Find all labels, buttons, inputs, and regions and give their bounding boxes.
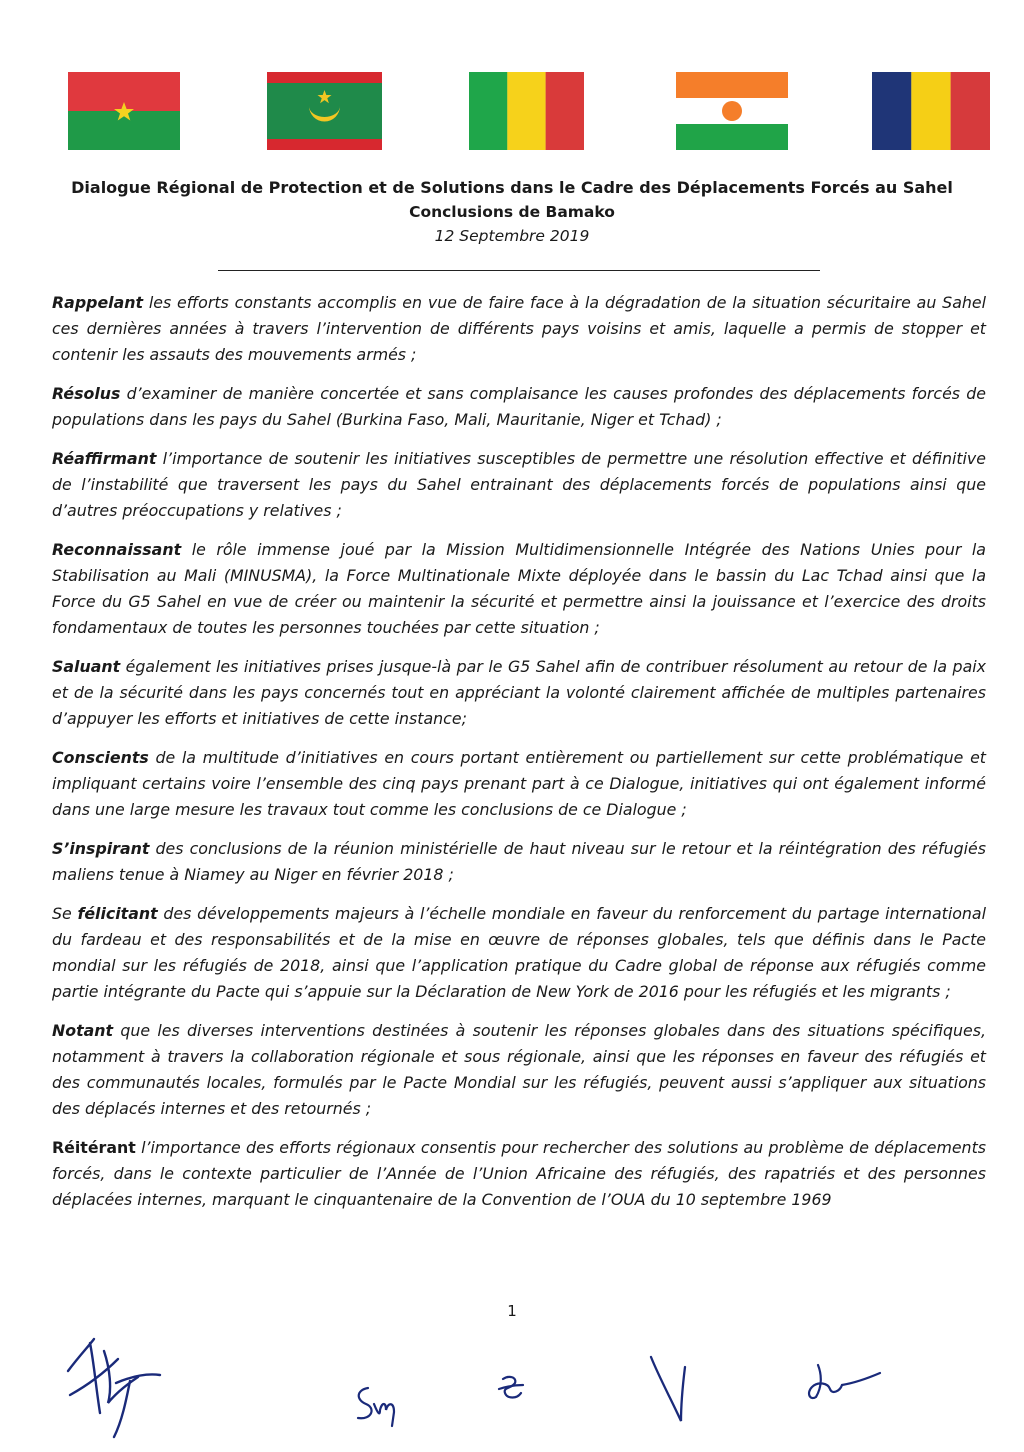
- paragraph-keyword: Notant: [52, 1021, 114, 1040]
- document-subtitle: Conclusions de Bamako: [409, 203, 615, 221]
- paragraph-text: des conclusions de la réunion ministérielle de haut niveau sur le retour et la réintégration des réfugiés maliens tenue à Niamey au Niger en février 2018 ;: [52, 839, 986, 884]
- signature-1: [60, 1333, 170, 1443]
- paragraph-reiterant: [52, 1135, 986, 1213]
- signature-3: [495, 1373, 527, 1403]
- flags-row: [0, 72, 1024, 152]
- paragraph-conscients: [52, 745, 986, 823]
- paragraph-sinspirant: [52, 836, 986, 888]
- paragraph-reconnaissant: [52, 537, 986, 641]
- paragraph-text: d’examiner de manière concertée et sans complaisance les causes profondes des déplacements forcés de populations dans les pays du Sahel (Burkina Faso, Mali, Mauritanie, Niger et Tchad) ;: [52, 384, 986, 429]
- paragraph-keyword: Reconnaissant: [52, 540, 182, 559]
- flag-niger: [676, 72, 788, 150]
- paragraph-keyword: Saluant: [52, 657, 121, 676]
- paragraph-notant: [52, 1018, 986, 1122]
- paragraph-text: également les initiatives prises jusque-là par le G5 Sahel afin de contribuer résolument au retour de la paix et de la sécurité dans les pays concernés tout en appréciant la volonté clairement affichée de multiples partenaires d’appuyer les efforts et initiatives de cette instance;: [52, 657, 986, 728]
- flag-mali: [469, 72, 584, 150]
- paragraph-resolus: [52, 381, 986, 433]
- paragraph-se-felicitant: [52, 901, 986, 1005]
- signatures-row: [0, 1325, 1024, 1445]
- paragraph-text: les efforts constants accomplis en vue de faire face à la dégradation de la situation sécuritaire au Sahel ces dernières années à travers l’intervention de différents pays voisins et amis, laquelle a permis de stopper et contenir les assauts des mouvements armés ;: [52, 293, 986, 364]
- flag-burkina-faso: [68, 72, 180, 150]
- paragraph-keyword: Réaffirmant: [52, 449, 157, 468]
- signature-2: [350, 1380, 410, 1430]
- paragraph-reaffirmant: [52, 446, 986, 524]
- paragraph-text: que les diverses interventions destinées à soutenir les réponses globales dans des situations spécifiques, notamment à travers la collaboration régionale et sous régionale, ainsi que les réponses en faveur des réfugiés et des communautés locales, formulés par le Pacte Mondial sur les réfugiés, peuvent aussi s’appliquer aux situations des déplacés internes et des retournés ;: [52, 1021, 986, 1118]
- document-body: [52, 290, 986, 1226]
- document-date: 12 Septembre 2019: [434, 227, 590, 245]
- page-number: 1: [507, 1302, 517, 1320]
- paragraph-text: le rôle immense joué par la Mission Multidimensionnelle Intégrée des Nations Unies pour la Stabilisation au Mali (MINUSMA), la Force Multinationale Mixte déployée dans le bassin du Lac Tchad ainsi que la Force du G5 Sahel en vue de créer ou maintenir la sécurité et permettre ainsi la jouissance et l’exercice des droits fondamentaux de toutes les personnes touchées par cette situation ;: [52, 540, 986, 637]
- flag-mauritanie: [267, 72, 382, 150]
- paragraph-rappelant: [52, 290, 986, 368]
- signature-4: [645, 1353, 695, 1425]
- paragraph-text: de la multitude d’initiatives en cours portant entièrement ou partiellement sur cette problématique et impliquant certains voire l’ensemble des cinq pays prenant part à ce Dialogue, initiatives qui ont également informé dans une large mesure les travaux tout comme les conclusions de ce Dialogue ;: [52, 748, 986, 819]
- paragraph-keyword: Réitérant: [52, 1138, 136, 1157]
- paragraph-saluant: [52, 654, 986, 732]
- paragraph-text: l’importance des efforts régionaux consentis pour rechercher des solutions au problème de déplacements forcés, dans le contexte particulier de l’Année de l’Union Africaine des réfugiés, des rapatriés et des personnes déplacées internes, marquant le cinquantenaire de la Convention de l’OUA du 10 septembre 1969: [52, 1138, 986, 1209]
- paragraph-prefix: Se: [52, 904, 78, 923]
- paragraph-keyword: Résolus: [52, 384, 121, 403]
- document-title: Dialogue Régional de Protection et de Solutions dans le Cadre des Déplacements Forcés au Sahel: [71, 178, 953, 197]
- paragraph-keyword: Conscients: [52, 748, 149, 767]
- flag-tchad: [872, 72, 990, 150]
- paragraph-keyword: Rappelant: [52, 293, 144, 312]
- paragraph-keyword: félicitant: [77, 904, 158, 923]
- paragraph-text: l’importance de soutenir les initiatives susceptibles de permettre une résolution effective et définitive de l’instabilité que traversent les pays du Sahel entrainant des déplacements forcés de populations ainsi que d’autres préoccupations y relatives ;: [52, 449, 986, 520]
- signature-5: [800, 1361, 884, 1405]
- paragraph-text: des développements majeurs à l’échelle mondiale en faveur du renforcement du partage international du fardeau et des responsabilités et de la mise en œuvre de réponses globales, tels que définis dans le Pacte mondial sur les réfugiés de 2018, ainsi que l’application pratique du Cadre global de réponse aux réfugiés comme partie intégrante du Pacte qui s’appuie sur la Déclaration de New York de 2016 pour les réfugiés et les migrants ;: [52, 904, 986, 1001]
- paragraph-keyword: S’inspirant: [52, 839, 150, 858]
- header-divider: [218, 270, 820, 271]
- document-header: [0, 176, 1024, 248]
